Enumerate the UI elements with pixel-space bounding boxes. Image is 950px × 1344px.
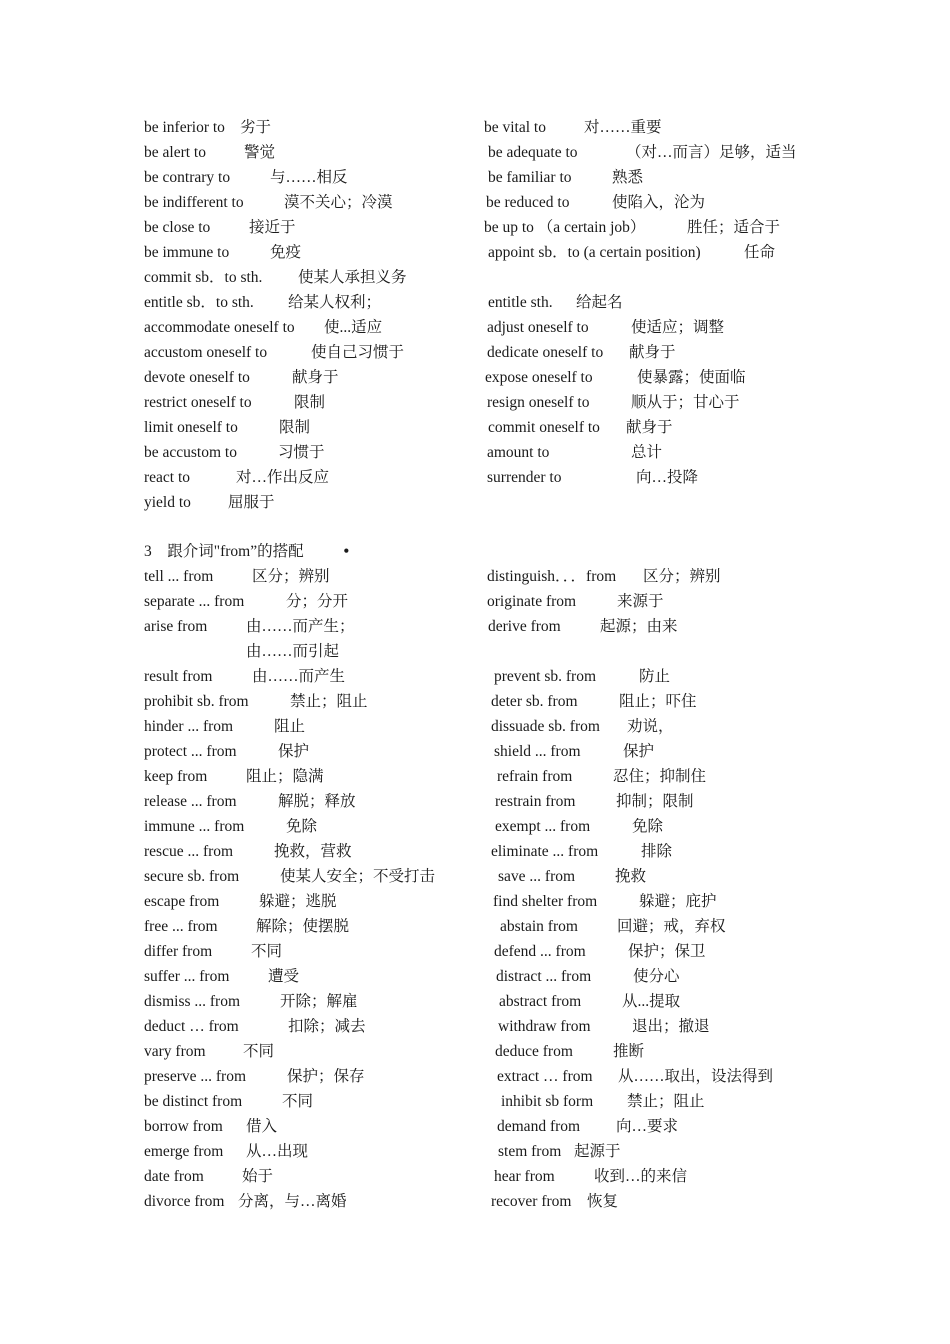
meaning: 挽救，营救: [274, 843, 352, 860]
phrase: deter sb. from: [491, 693, 578, 710]
phrase: distinguish．．．from: [487, 568, 617, 585]
phrase: dedicate oneself to: [487, 344, 604, 361]
meaning: 保护；保存: [287, 1068, 365, 1085]
list-item: [484, 116, 814, 140]
phrase: expose oneself to: [485, 369, 593, 386]
meaning: 献身于: [629, 344, 676, 361]
list-item: [484, 840, 814, 864]
list-item: [484, 391, 814, 415]
phrase: be close to: [144, 219, 211, 236]
meaning: 由……而引起: [246, 643, 340, 660]
list-item: [144, 241, 474, 265]
list-item: [144, 391, 474, 415]
meaning: 限制: [279, 419, 311, 436]
phrase: limit oneself to: [144, 419, 238, 436]
phrase: save ... from: [498, 868, 576, 885]
list-item: [484, 366, 814, 390]
phrase: preserve ... from: [144, 1068, 246, 1085]
phrase: date from: [144, 1168, 204, 1185]
list-item: [144, 216, 474, 240]
meaning: 使分心: [633, 968, 680, 985]
meaning: 给某人权利；: [288, 294, 382, 311]
meaning: 从...提取: [622, 993, 681, 1010]
list-item: [144, 590, 474, 614]
meaning: 对……重要: [584, 119, 662, 136]
meaning: 忍住；抑制住: [613, 768, 707, 785]
meaning: 不同: [251, 943, 283, 960]
phrase: immune ... from: [144, 818, 245, 835]
list-item: [144, 640, 474, 664]
phrase: protect ... from: [144, 743, 237, 760]
meaning: 警觉: [244, 144, 276, 161]
phrase: find shelter from: [493, 893, 598, 910]
meaning: 扣除；减去: [288, 1018, 366, 1035]
list-item: [484, 1140, 814, 1164]
list-item: [484, 441, 814, 465]
meaning: 遭受: [268, 968, 300, 985]
meaning: 开除；解雇: [280, 993, 358, 1010]
list-item: [144, 715, 474, 739]
list-item: [484, 141, 814, 165]
meaning: 始于: [242, 1168, 274, 1185]
list-item: [144, 965, 474, 989]
list-item: [144, 615, 474, 639]
phrase: commit sb．to sth.: [144, 269, 263, 286]
phrase: be immune to: [144, 244, 230, 261]
meaning: 总计: [631, 444, 663, 461]
list-item: [144, 740, 474, 764]
meaning: 献身于: [626, 419, 673, 436]
list-item: [144, 291, 474, 315]
list-item: [484, 1190, 814, 1214]
phrase: surrender to: [487, 469, 562, 486]
list-item: [144, 690, 474, 714]
meaning: 阻止: [274, 718, 306, 735]
list-item: [144, 865, 474, 889]
list-item: [144, 341, 474, 365]
list-item: [144, 915, 474, 939]
meaning: 献身于: [292, 369, 339, 386]
list-item: [144, 1090, 474, 1114]
meaning: （对…而言）足够，适当: [626, 144, 797, 161]
phrase: be inferior to: [144, 119, 225, 136]
meaning: 抑制；限制: [616, 793, 694, 810]
meaning: 劝说，: [627, 718, 674, 735]
list-item: [144, 840, 474, 864]
phrase: stem from: [498, 1143, 562, 1160]
meaning: 向…投降: [636, 469, 699, 486]
list-item: [484, 1015, 814, 1039]
phrase: rescue ... from: [144, 843, 234, 860]
list-item: [144, 765, 474, 789]
meaning: 区分；辨别: [252, 568, 330, 585]
phrase: deduct … from: [144, 1018, 239, 1035]
list-item: [484, 1090, 814, 1114]
list-item: [484, 740, 814, 764]
meaning: 解脱；释放: [278, 793, 356, 810]
phrase: devote oneself to: [144, 369, 250, 386]
list-item: [144, 990, 474, 1014]
meaning: 起源；由来: [600, 618, 678, 635]
meaning: 使暴露；使面临: [637, 369, 746, 386]
list-item: [484, 990, 814, 1014]
list-item: [144, 665, 474, 689]
list-item: [484, 790, 814, 814]
list-item: [484, 715, 814, 739]
meaning: 免疫: [270, 244, 302, 261]
phrase: entitle sb．to sth.: [144, 294, 254, 311]
list-item: [484, 466, 814, 490]
list-item: [484, 965, 814, 989]
list-item: [144, 790, 474, 814]
list-item: [484, 316, 814, 340]
list-item: [484, 865, 814, 889]
meaning: 使自己习惯于: [311, 344, 405, 361]
phrase: accommodate oneself to: [144, 319, 295, 336]
list-item: [484, 615, 814, 639]
list-item: [144, 266, 474, 290]
meaning: 区分；辨别: [643, 568, 721, 585]
phrase: separate ... from: [144, 593, 245, 610]
list-item: [484, 241, 814, 265]
phrase: arise from: [144, 618, 208, 635]
list-item: [144, 565, 474, 589]
meaning: 来源于: [617, 593, 664, 610]
phrase: borrow from: [144, 1118, 223, 1135]
meaning: 解除；使摆脱: [256, 918, 350, 935]
list-item: [144, 316, 474, 340]
list-item: [484, 166, 814, 190]
phrase: exempt ... from: [495, 818, 591, 835]
phrase: refrain from: [497, 768, 573, 785]
phrase: emerge from: [144, 1143, 224, 1160]
meaning: 起源于: [574, 1143, 621, 1160]
list-item: [484, 191, 814, 215]
meaning: 使陷入，沦为: [612, 194, 706, 211]
phrase: secure sb. from: [144, 868, 240, 885]
list-item: [144, 1040, 474, 1064]
meaning: 从……取出，设法得到: [618, 1068, 774, 1085]
phrase: tell ... from: [144, 568, 214, 585]
phrase: resign oneself to: [487, 394, 590, 411]
meaning: 保护；保卫: [628, 943, 706, 960]
meaning: 禁止；阻止: [290, 693, 368, 710]
phrase: withdraw from: [498, 1018, 591, 1035]
meaning: 给起名: [576, 294, 623, 311]
meaning: 阻止；吓住: [619, 693, 697, 710]
phrase: deduce from: [495, 1043, 573, 1060]
list-item: [484, 1065, 814, 1089]
list-item: [484, 690, 814, 714]
phrase: restrict oneself to: [144, 394, 252, 411]
list-item: [484, 765, 814, 789]
list-item: [144, 116, 474, 140]
list-item: [144, 191, 474, 215]
section-title: 3 跟介词"from”的搭配: [144, 543, 304, 560]
phrase: originate from: [487, 593, 577, 610]
list-item: [144, 441, 474, 465]
phrase: commit oneself to: [488, 419, 600, 436]
phrase: accustom oneself to: [144, 344, 268, 361]
phrase: adjust oneself to: [487, 319, 589, 336]
list-item: [484, 416, 814, 440]
meaning: 不同: [282, 1093, 314, 1110]
bullet-dot: •: [343, 543, 350, 560]
list-item: [144, 141, 474, 165]
meaning: 退出；撤退: [632, 1018, 710, 1035]
phrase: be alert to: [144, 144, 206, 161]
meaning: 分离，与…离婚: [238, 1193, 347, 1210]
meaning: 躲避；逃脱: [259, 893, 337, 910]
meaning: 由……而产生: [252, 668, 346, 685]
list-item: [144, 366, 474, 390]
list-item: [484, 665, 814, 689]
phrase: restrain from: [495, 793, 576, 810]
meaning: 挽救: [615, 868, 647, 885]
list-item: [144, 1015, 474, 1039]
phrase: suffer ... from: [144, 968, 230, 985]
phrase: be indifferent to: [144, 194, 244, 211]
phrase: release ... from: [144, 793, 237, 810]
phrase: prevent sb. from: [494, 668, 597, 685]
meaning: 保护: [278, 743, 310, 760]
phrase: vary from: [144, 1043, 206, 1060]
meaning: 使某人安全；不受打击: [280, 868, 436, 885]
phrase: be vital to: [484, 119, 546, 136]
meaning: 任命: [744, 244, 776, 261]
section-heading: [144, 540, 349, 564]
meaning: 防止: [639, 668, 671, 685]
list-item: [484, 590, 814, 614]
phrase: dismiss ... from: [144, 993, 241, 1010]
list-item: [144, 1190, 474, 1214]
meaning: 熟悉: [612, 169, 644, 186]
phrase: be accustom to: [144, 444, 237, 461]
meaning: 排除: [641, 843, 673, 860]
meaning: 躲避；庇护: [639, 893, 717, 910]
meaning: 回避；戒，弃权: [617, 918, 726, 935]
meaning: 胜任；适合于: [687, 219, 781, 236]
phrase: keep from: [144, 768, 208, 785]
meaning: 屈服于: [228, 494, 275, 511]
phrase: demand from: [497, 1118, 581, 1135]
phrase: differ from: [144, 943, 213, 960]
list-item: [484, 1165, 814, 1189]
list-item: [144, 1140, 474, 1164]
meaning: 分；分开: [286, 593, 349, 610]
meaning: 顺从于；甘心于: [631, 394, 740, 411]
list-item: [144, 1165, 474, 1189]
meaning: 使某人承担义务: [298, 269, 407, 286]
meaning: 从…出现: [246, 1143, 309, 1160]
phrase: result from: [144, 668, 213, 685]
list-item: [144, 491, 474, 515]
phrase: react to: [144, 469, 191, 486]
phrase: be up to （a certain job）: [484, 219, 646, 236]
phrase: defend ... from: [494, 943, 586, 960]
meaning: 使适应；调整: [631, 319, 725, 336]
meaning: 保护: [623, 743, 655, 760]
phrase: yield to: [144, 494, 191, 511]
list-item: [144, 940, 474, 964]
phrase: prohibit sb. from: [144, 693, 249, 710]
phrase: entitle sth.: [488, 294, 553, 311]
list-item: [484, 216, 814, 240]
phrase: recover from: [491, 1193, 572, 1210]
phrase: extract … from: [497, 1068, 593, 1085]
phrase: shield ... from: [494, 743, 581, 760]
list-item: [144, 1115, 474, 1139]
list-item: [144, 1065, 474, 1089]
phrase: escape from: [144, 893, 220, 910]
meaning: 免除: [286, 818, 318, 835]
phrase: abstain from: [500, 918, 578, 935]
list-item: [484, 291, 814, 315]
meaning: 与……相反: [270, 169, 348, 186]
list-item: [144, 466, 474, 490]
phrase: be contrary to: [144, 169, 231, 186]
list-item: [144, 890, 474, 914]
phrase: eliminate ... from: [491, 843, 599, 860]
phrase: abstract from: [499, 993, 582, 1010]
list-item: [484, 341, 814, 365]
phrase: hinder ... from: [144, 718, 234, 735]
meaning: 向…要求: [616, 1118, 679, 1135]
meaning: 禁止；阻止: [627, 1093, 705, 1110]
list-item: [484, 565, 814, 589]
meaning: 不同: [243, 1043, 275, 1060]
phrase: inhibit sb form: [501, 1093, 594, 1110]
list-item: [484, 1040, 814, 1064]
phrase: be adequate to: [488, 144, 578, 161]
phrase: distract ... from: [496, 968, 592, 985]
meaning: 漠不关心；冷漠: [284, 194, 393, 211]
meaning: 接近于: [249, 219, 296, 236]
meaning: 推断: [613, 1043, 645, 1060]
phrase: be familiar to: [488, 169, 572, 186]
phrase: dissuade sb. from: [491, 718, 600, 735]
meaning: 免除: [632, 818, 664, 835]
meaning: 对…作出反应: [236, 469, 330, 486]
list-item: [144, 416, 474, 440]
phrase: derive from: [488, 618, 561, 635]
list-item: [484, 890, 814, 914]
meaning: 使...适应: [324, 319, 383, 336]
phrase: hear from: [494, 1168, 555, 1185]
meaning: 劣于: [240, 119, 272, 136]
meaning: 阻止；隐满: [246, 768, 324, 785]
list-item: [144, 166, 474, 190]
meaning: 借入: [246, 1118, 278, 1135]
list-item: [484, 940, 814, 964]
list-item: [484, 815, 814, 839]
phrase: appoint sb．to (a certain position): [488, 244, 701, 261]
phrase: be reduced to: [486, 194, 570, 211]
list-item: [484, 1115, 814, 1139]
phrase: divorce from: [144, 1193, 225, 1210]
meaning: 习惯于: [278, 444, 325, 461]
meaning: 限制: [294, 394, 326, 411]
phrase: amount to: [487, 444, 550, 461]
phrase: be distinct from: [144, 1093, 243, 1110]
list-item: [484, 915, 814, 939]
meaning: 由……而产生；: [246, 618, 355, 635]
list-item: [144, 815, 474, 839]
meaning: 恢复: [587, 1193, 619, 1210]
meaning: 收到…的来信: [594, 1168, 688, 1185]
phrase: free ... from: [144, 918, 218, 935]
